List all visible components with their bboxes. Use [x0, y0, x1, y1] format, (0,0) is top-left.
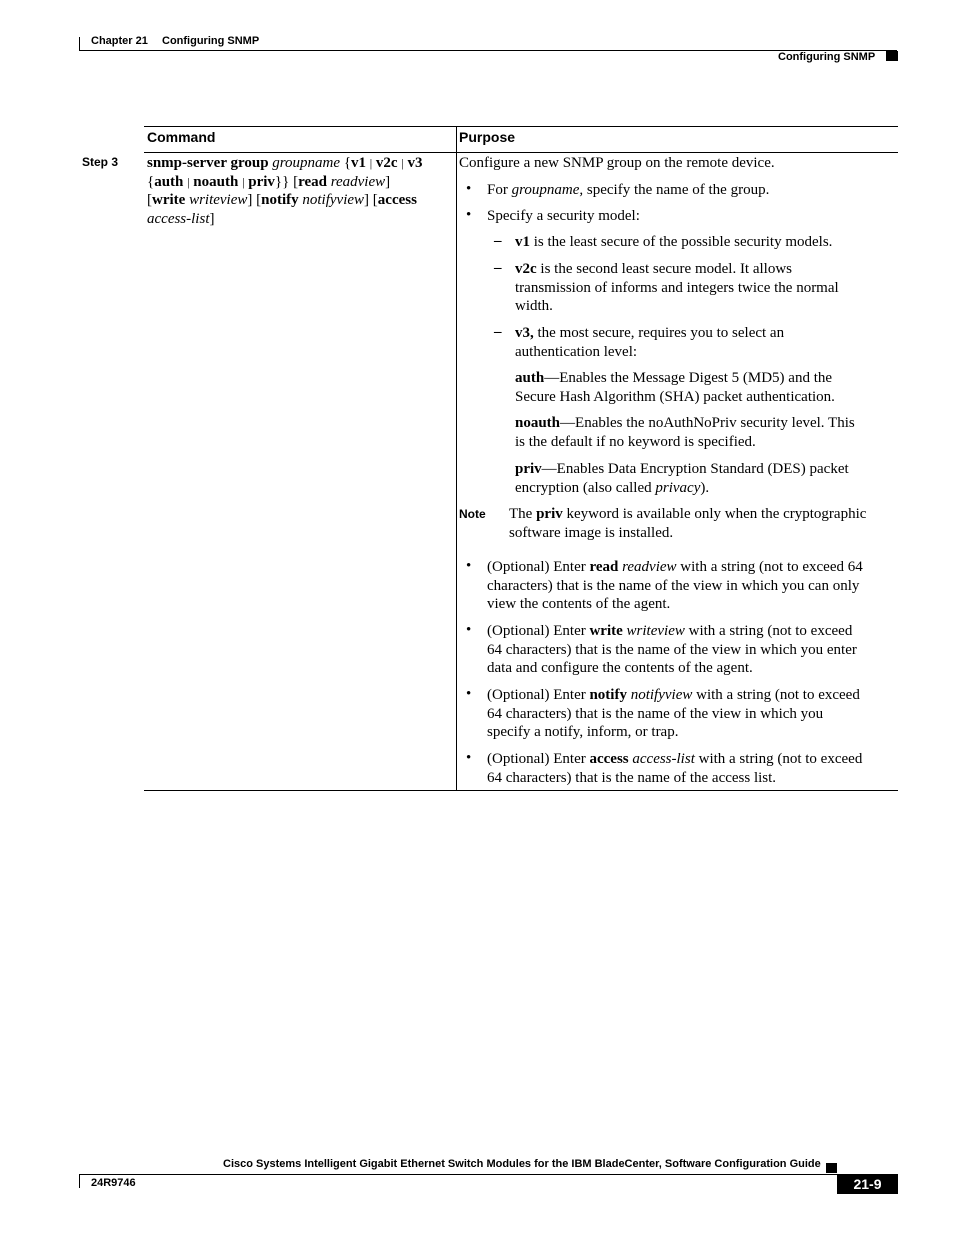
table-bottom-rule [144, 790, 898, 791]
optional-write [487, 622, 857, 678]
brace-close: }} [274, 173, 290, 190]
line [515, 369, 835, 388]
dash-icon: – [494, 233, 502, 249]
page-number: 21-9 [853, 1176, 882, 1192]
line: 64 characters) that is the name of the access list. [487, 769, 777, 786]
line: specify a notify, inform, or trap. [487, 724, 679, 740]
line [487, 686, 860, 705]
kw-notify-ref: notify [589, 687, 627, 703]
text: with a string (not to exceed 64 [676, 559, 863, 575]
col-header-purpose: Purpose [459, 129, 516, 145]
line: software image is installed. [509, 524, 674, 541]
arg-access-list-ref: access-list [632, 751, 695, 767]
kw-v2c: v2c [375, 155, 398, 171]
command-line-1 [147, 154, 452, 173]
text: (Optional) Enter [487, 559, 590, 575]
line: 64 characters) that is the name of the view in which you enter [487, 641, 857, 658]
header-rule [79, 50, 897, 51]
text: The [509, 506, 537, 522]
line [487, 622, 857, 641]
line [487, 750, 862, 769]
bullet-icon: • [466, 750, 472, 766]
arg-notifyview-ref: notifyview [630, 687, 693, 703]
kw-write: write [152, 192, 186, 208]
line [515, 479, 849, 498]
line: Secure Hash Algorithm (SHA) packet authentication. [515, 388, 835, 405]
note-label: Note [459, 507, 486, 521]
level-priv [515, 460, 849, 497]
kw-v1-ref: v1 [515, 234, 530, 250]
kw-priv: priv [248, 173, 275, 190]
kw-read-ref: read [589, 559, 619, 575]
line: transmission of informs and integers twice the normal [515, 279, 839, 296]
text: —Enables the noAuthNoPriv security level. This [560, 415, 855, 431]
kw-access-ref: access [589, 751, 629, 767]
header-section-title: Configuring SNMP [778, 51, 876, 63]
header-marker-block [886, 51, 898, 61]
text: with a string (not to exceed [684, 623, 853, 639]
line [487, 558, 863, 577]
model-v1 [515, 233, 832, 252]
command-line-2: {auth | noauth | priv}} [read readview] [147, 173, 391, 190]
line: characters) that is the name of the view in which you can only [487, 577, 860, 594]
table-top-rule [144, 126, 898, 127]
line [515, 460, 849, 479]
line: view the contents of the agent. [487, 596, 671, 612]
line [515, 260, 839, 279]
text: (Optional) Enter [487, 623, 590, 639]
brace-open: { [343, 155, 352, 171]
text: specify the name of the group. [583, 182, 770, 198]
kw-v1: v1 [351, 155, 367, 171]
dash-icon: – [494, 260, 502, 276]
text: For [487, 182, 512, 198]
step-label: Step 3 [82, 155, 119, 169]
arg-notifyview: notifyview [302, 192, 365, 208]
model-v3 [515, 324, 784, 361]
text: —Enables Data Encryption Standard (DES) packet [541, 461, 849, 477]
purpose-intro: Configure a new SNMP group on the remote device. [459, 155, 775, 171]
term-privacy: privacy [655, 479, 701, 496]
text: keyword is available only when the cryptographic [562, 506, 867, 522]
col-header-command: Command [147, 129, 216, 145]
arg-writeview-ref: writeview [626, 623, 685, 639]
purpose-security-model: Specify a security model: [487, 208, 640, 224]
text: (Optional) Enter [487, 687, 590, 703]
bullet-icon: • [466, 558, 472, 574]
text: is the second least secure model. It allows [536, 261, 793, 277]
arg-access-list: access-list [147, 210, 210, 227]
text: ). [700, 479, 710, 496]
optional-access [487, 750, 862, 787]
arg-readview: readview [330, 173, 386, 190]
note-text [509, 505, 866, 542]
kw-v3-ref: v3, [515, 325, 534, 341]
footer-marker-block [826, 1163, 837, 1173]
text: with a string (not to exceed [692, 687, 860, 703]
kw-noauth: noauth [193, 173, 239, 190]
bullet-icon: • [466, 622, 472, 638]
text: —Enables the Message Digest 5 (MD5) and the [544, 370, 833, 386]
header-left-tick [79, 37, 80, 51]
line [515, 324, 784, 343]
line: authentication level: [515, 343, 638, 360]
purpose-groupname [487, 181, 769, 200]
dash-icon: – [494, 324, 502, 340]
kw-notify: notify [261, 192, 299, 208]
arg-writeview: writeview [189, 192, 248, 208]
kw-v2c-ref: v2c [515, 261, 537, 277]
optional-notify [487, 686, 860, 742]
level-noauth [515, 414, 855, 451]
line: width. [515, 298, 553, 314]
footer-rule [79, 1174, 837, 1175]
kw-access: access [377, 192, 417, 208]
arg-readview-ref: readview [622, 559, 677, 575]
bullet-icon: • [466, 181, 472, 197]
kw-read: read [298, 173, 327, 190]
level-auth [515, 369, 835, 406]
arg-groupname-ref: groupname, [511, 182, 584, 198]
line: is the default if no keyword is specified. [515, 433, 756, 450]
bullet-icon: • [466, 686, 472, 702]
brace-open-2: { [147, 173, 155, 190]
optional-read [487, 558, 863, 614]
kw-noauth-ref: noauth [515, 415, 561, 431]
text: the most secure, requires you to select an [533, 325, 785, 341]
line [515, 414, 855, 433]
kw-auth-ref: auth [515, 370, 545, 386]
kw-write-ref: write [589, 623, 623, 639]
sep-3: | [187, 174, 190, 189]
arg-groupname: groupname [272, 155, 341, 171]
text: is the least secure of the possible security models. [530, 234, 833, 250]
command-line-4: access-list] [147, 210, 215, 227]
footer-doc-number: 24R9746 [91, 1177, 136, 1189]
command-syntax [147, 154, 452, 228]
kw-auth: auth [154, 173, 184, 190]
line: data and configure the contents of the agent. [487, 660, 753, 676]
footer-title: Cisco Systems Intelligent Gigabit Ethernet Switch Modules for the IBM BladeCenter, Software Configuration Guide [223, 1158, 821, 1170]
line [509, 505, 866, 524]
text: encryption (also called [515, 479, 656, 496]
table-header-rule [144, 152, 898, 153]
command-line-3: [write writeview] [notify notifyview] [access [147, 192, 417, 208]
sep-2: | [401, 156, 404, 170]
sep-4: | [242, 174, 245, 189]
text: with a string (not to exceed [694, 751, 863, 767]
text: (Optional) Enter [487, 751, 590, 767]
header-chapter-title: Configuring SNMP [162, 35, 260, 47]
footer-left-tick [79, 1174, 80, 1188]
kw-v3: v3 [407, 155, 423, 171]
kw-priv-note: priv [536, 506, 563, 522]
line: 64 characters) that is the name of the view in which you [487, 705, 824, 722]
kw-snmp-server-group: snmp-server group [147, 155, 269, 171]
model-v2c [515, 260, 839, 316]
header-chapter: Chapter 21 [91, 35, 148, 47]
table-column-divider [456, 126, 457, 791]
bullet-icon: • [466, 207, 472, 223]
kw-priv-ref: priv [515, 461, 542, 477]
sep-1: | [369, 156, 373, 170]
